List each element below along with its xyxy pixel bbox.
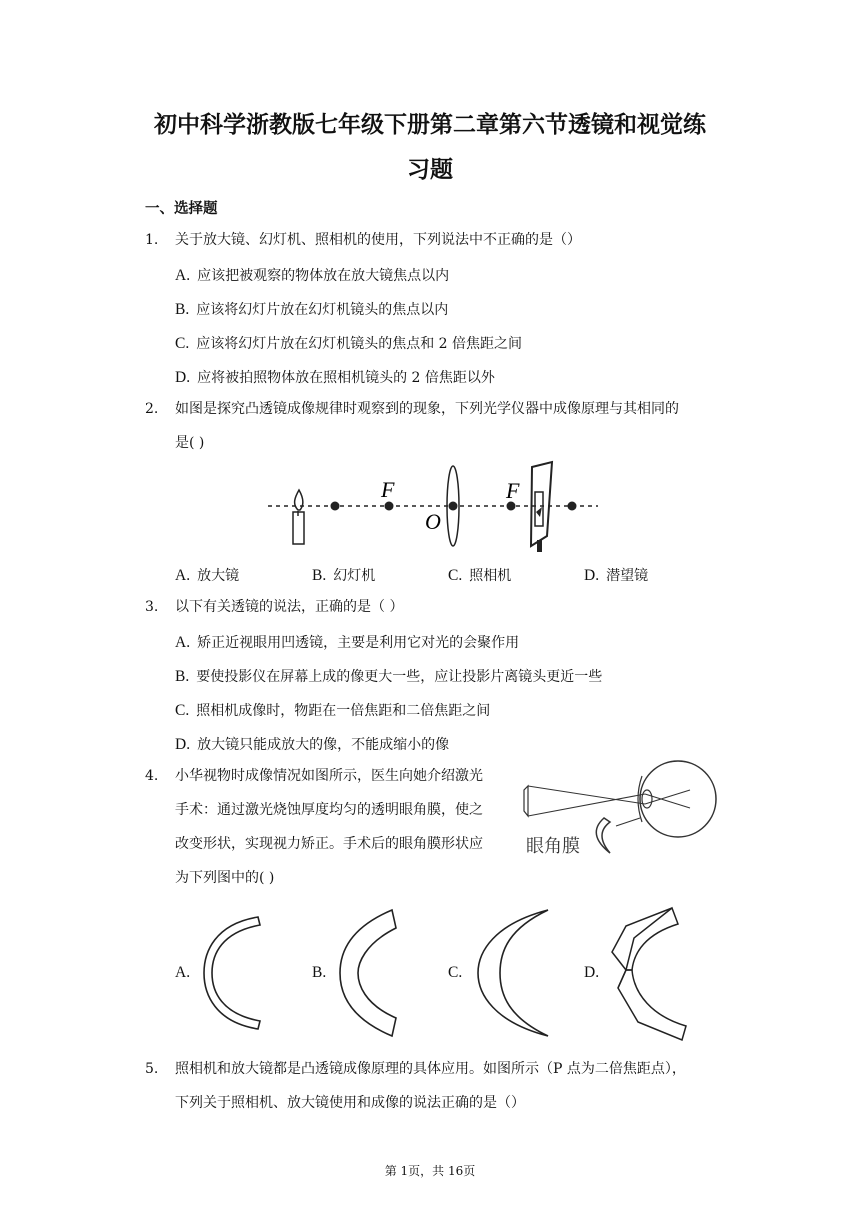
q3-option-b [175,666,602,686]
q2-option-b-text: 幻灯机 [333,568,376,584]
q1-option-c-letter: C. [175,335,190,352]
q2-option-d-letter: D. [584,567,600,584]
q3-option-c-letter: C. [175,702,190,719]
q3-option-d [175,734,449,754]
q2-stem-line2: 是( ) [175,435,205,451]
q2-option-d [584,565,648,585]
q4-option-c-shape [474,908,554,1038]
q4-option-c-letter: C. [448,964,463,981]
q4-option-b [312,964,333,982]
q5-stem-line1: 照相机和放大镜都是凸透镜成像原理的具体应用。如图所示（P 点为二倍焦距点）， [175,1061,686,1077]
q1-number: 1. [145,232,159,248]
q4-option-c [448,964,469,982]
q1-option-b-letter: B. [175,301,190,318]
q3-option-a [175,632,519,652]
label-f-left: F [381,477,395,502]
q1-stem: 关于放大镜、幻灯机、照相机的使用，下列说法中不正确的是（） [175,232,581,248]
q4-option-b-letter: B. [312,964,327,981]
q5-number: 5. [145,1061,159,1077]
q1-option-c [175,333,522,353]
q2-option-c [448,565,511,585]
q1-option-a-text: 应该把被观察的物体放在放大镜焦点以内 [197,268,450,284]
q1-option-d [175,367,495,387]
q2-option-c-letter: C. [448,567,463,584]
q2-option-a-text: 放大镜 [197,568,240,584]
cornea-icon [596,818,610,853]
q4-stem-line2: 手术：通过激光烧蚀厚度均匀的透明眼角膜，使之 [175,802,483,818]
q1-option-c-text: 应该将幻灯片放在幻灯机镜头的焦点和 2 倍焦距之间 [196,336,523,352]
q2-option-d-text: 潜望镜 [606,568,649,584]
q3-option-b-letter: B. [175,668,190,685]
page-title-line2: 习题 [407,157,453,183]
page-title-line1: 初中科学浙教版七年级下册第二章第六节透镜和视觉练 [154,112,706,138]
q4-option-d-shape [604,904,696,1044]
q4-option-d [584,964,606,982]
screen-icon [531,462,552,552]
page-footer: 第 1页，共 16页 [384,1164,476,1178]
q4-stem-line3: 改变形状，实现视力矫正。手术后的眼角膜形状应 [175,836,483,852]
q3-option-c-text: 照相机成像时，物距在一倍焦距和二倍焦距之间 [196,703,491,719]
q1-option-b-text: 应该将幻灯片放在幻灯机镜头的焦点以内 [196,302,449,318]
q2-number: 2. [145,401,159,417]
label-f-right: F [506,478,520,503]
label-o: O [425,509,441,534]
q3-stem: 以下有关透镜的说法，正确的是（ ） [175,599,404,615]
q4-option-a [175,964,197,982]
q4-option-b-shape [336,908,406,1038]
q1-option-b [175,299,448,319]
q3-option-c [175,700,490,720]
q3-option-d-letter: D. [175,736,191,753]
q2-option-a-letter: A. [175,567,191,584]
q1-option-d-letter: D. [175,369,191,386]
q2-lens-figure [268,462,598,557]
q4-option-a-letter: A. [175,964,191,981]
q4-option-a-shape [200,914,270,1032]
q1-option-a [175,265,449,285]
q4-eye-figure [520,764,725,859]
eye-lens-icon [642,790,652,808]
section-heading: 一、选择题 [145,201,218,217]
q4-number: 4. [145,768,159,784]
cornea-label: 眼角膜 [526,836,580,857]
q2-option-b [312,565,375,585]
q2-option-b-letter: B. [312,567,327,584]
q2-stem-line1: 如图是探究凸透镜成像规律时观察到的现象，下列光学仪器中成像原理与其相同的 [175,401,679,417]
q3-option-a-text: 矫正近视眼用凹透镜，主要是利用它对光的会聚作用 [197,635,520,651]
candle-icon [293,490,304,544]
q1-option-a-letter: A. [175,267,191,284]
q3-option-d-text: 放大镜只能成放大的像，不能成缩小的像 [197,737,450,753]
q4-option-d-letter: D. [584,964,600,981]
q3-option-b-text: 要使投影仪在屏幕上成的像更大一些，应让投影片离镜头更近一些 [196,669,603,685]
q4-stem-line4: 为下列图中的( ) [175,870,275,886]
q2-option-c-text: 照相机 [469,568,512,584]
q4-stem-line1: 小华视物时成像情况如图所示，医生向她介绍激光 [175,768,483,784]
q5-stem-line2: 下列关于照相机、放大镜使用和成像的说法正确的是（） [175,1095,525,1111]
q3-option-a-letter: A. [175,634,191,651]
q2-option-a [175,565,239,585]
q3-number: 3. [145,599,159,615]
q1-option-d-text: 应将被拍照物体放在照相机镜头的 2 倍焦距以外 [197,370,495,386]
